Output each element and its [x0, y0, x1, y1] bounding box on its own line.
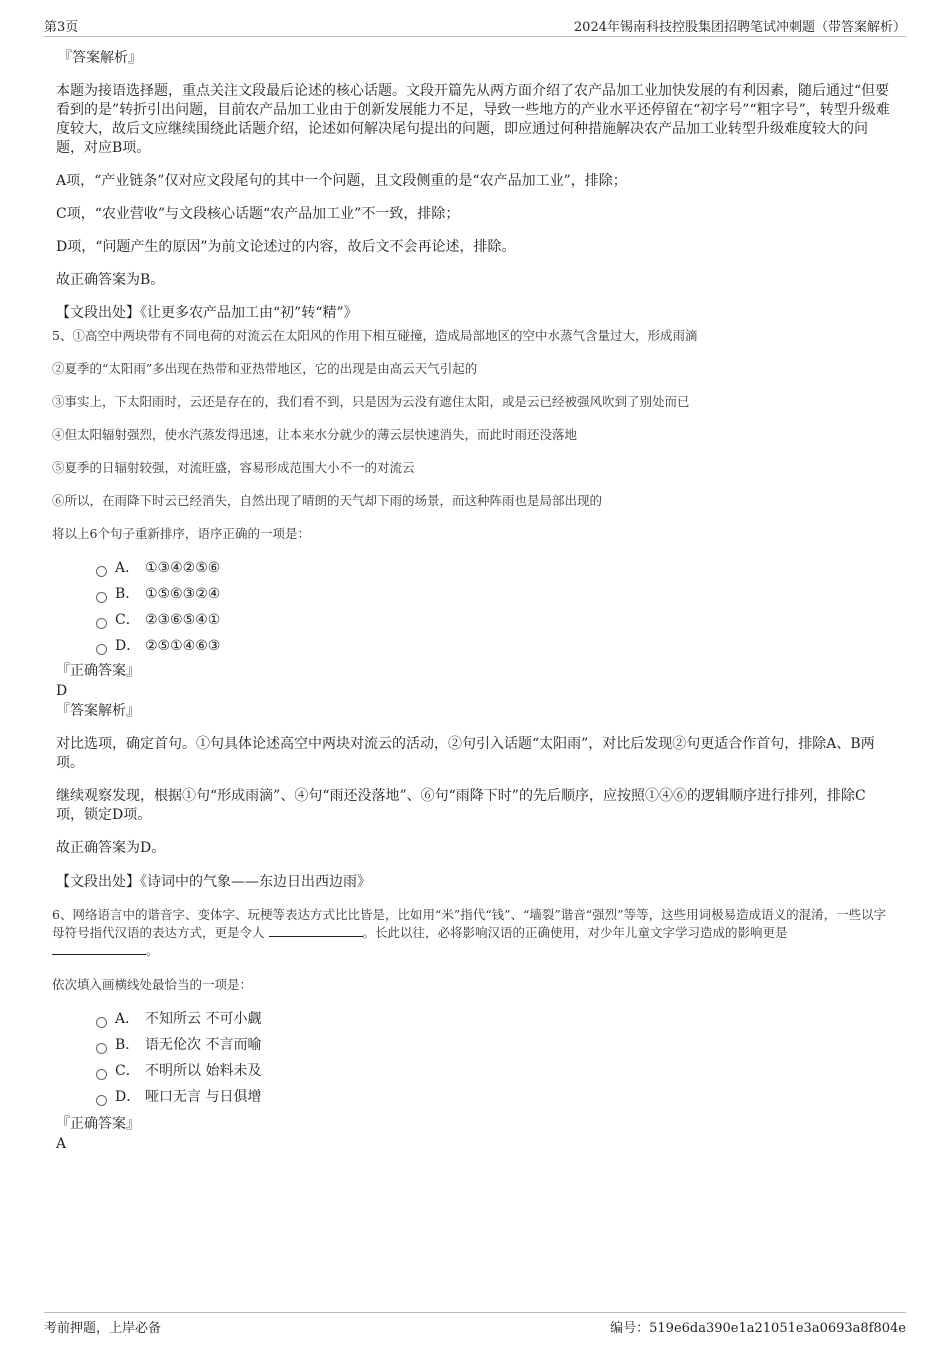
- radio-icon[interactable]: [96, 644, 107, 655]
- q5-analysis-p2: 继续观察发现，根据①句“形成雨滴”、④句“雨还没落地”、⑥句“雨降下时”的先后顺序，应按照①④⑥的逻辑顺序进行排列，排除C项，锁定D项。: [56, 788, 866, 823]
- radio-icon[interactable]: [96, 592, 107, 603]
- q5-answer-label: 『正确答案』: [56, 663, 140, 679]
- q5-sentence-3: ③事实上，下太阳雨时，云还是存在的，我们看不到，只是因为云没有遮住太阳，或是云已经被强风吹到了别处而已: [52, 394, 690, 409]
- q4-analysis-p1: 本题为接语选择题，重点关注文段最后论述的核心话题。文段开篇先从两方面介绍了农产品加工业加快发展的有利因素，随后通过“但要看到的是”转折引出问题，目前农产品加工业由于创新发展能力不足，导致一些地方的产业水平还停留在“初字号”“粗字号”，转型升级难度较大，故后文应继续围绕此话题介绍，论述如何解决尾句提出的问题，即应通过何种措施解决农产品加工业转型升级难度较大的问题，对应B项。: [56, 83, 890, 156]
- document-id: 编号：519e6da390e1a21051e3a0693a8f804e: [610, 1321, 906, 1336]
- radio-icon[interactable]: [96, 1095, 107, 1106]
- q5-sentence-5: ⑤夏季的日辐射较强，对流旺盛，容易形成范围大小不一的对流云: [52, 460, 415, 475]
- option-letter: A．: [115, 560, 140, 576]
- page-header: [44, 14, 906, 37]
- radio-icon[interactable]: [96, 1017, 107, 1028]
- q6-stem: [52, 906, 890, 960]
- q5-source: 【文段出处】《诗词中的气象——东边日出西边雨》: [56, 874, 371, 890]
- q4-analysis-label: 『答案解析』: [58, 50, 142, 66]
- q6-option-d[interactable]: [96, 1084, 890, 1110]
- q6-stem-part-2: 。长此以往，必将影响汉语的正确使用，对少年儿童文字学习造成的影响更是: [362, 925, 788, 940]
- page-content: [52, 48, 890, 1154]
- q5-sentence-1: 5、①高空中两块带有不同电荷的对流云在太阳风的作用下相互碰撞，造成局部地区的空中水蒸气含量过大，形成雨滴: [52, 328, 698, 343]
- q6-instruction: 依次填入画横线处最恰当的一项是：: [52, 977, 253, 992]
- option-text: ①③④②⑤⑥: [145, 560, 221, 576]
- q6-stem-part-3: 。: [146, 943, 159, 958]
- q5-analysis-p1: 对比选项，确定首句。①句具体论述高空中两块对流云的活动，②句引入话题“太阳雨”，对比后发现②句更适合作首句，排除A、B两项。: [56, 736, 875, 771]
- q6-answer-label: 『正确答案』: [56, 1116, 140, 1132]
- q4-analysis-p3: C项，“农业营收”与文段核心话题“农产品加工业”不一致，排除；: [56, 206, 460, 222]
- q5-analysis-label: 『答案解析』: [56, 703, 140, 719]
- q6-stem-part-1: 6、网络语言中的谐音字、变体字、玩梗等表达方式比比皆是，比如用“米”指代“钱”、“墙裂”谐音“强烈”等等，这些用词极易造成语义的混淆，一些以字母符号指代汉语的表达方式，更是令人: [52, 907, 887, 940]
- option-letter: C．: [115, 1063, 140, 1079]
- footer-slogan: 考前押题，上岸必备: [44, 1321, 162, 1336]
- option-text: 不知所云 不可小觑: [145, 1011, 262, 1027]
- option-text: ②⑤①④⑥③: [145, 638, 221, 654]
- q4-source: 【文段出处】《让更多农产品加工由“初”转“精”》: [56, 305, 358, 321]
- radio-icon[interactable]: [96, 566, 107, 577]
- q6-option-a[interactable]: [96, 1006, 890, 1032]
- option-text: 不明所以 始料未及: [145, 1063, 262, 1079]
- q5-answer: D: [56, 683, 68, 699]
- option-letter: D．: [115, 1089, 141, 1105]
- option-text: 哑口无言 与日俱增: [145, 1089, 262, 1105]
- q5-options: [96, 555, 890, 659]
- radio-icon[interactable]: [96, 618, 107, 629]
- option-letter: B．: [115, 586, 140, 602]
- option-text: ①⑤⑥③②④: [145, 586, 221, 602]
- option-text: ②③⑥⑤④①: [145, 612, 221, 628]
- option-letter: C．: [115, 612, 140, 628]
- q6-option-c[interactable]: [96, 1058, 890, 1084]
- page-number: 第3页: [44, 20, 79, 35]
- q4-analysis-p2: A项，“产业链条”仅对应文段尾句的其中一个问题，且文段侧重的是“农产品加工业”，排除；: [56, 173, 627, 189]
- option-letter: D．: [115, 638, 141, 654]
- q5-option-b[interactable]: [96, 581, 890, 607]
- document-title: 2024年锡南科技控股集团招聘笔试冲刺题（带答案解析）: [573, 20, 906, 35]
- q4-analysis-p4: D项，“问题产生的原因”为前文论述过的内容，故后文不会再论述，排除。: [56, 239, 516, 255]
- q6-answer: A: [56, 1136, 67, 1152]
- q6-options: [96, 1006, 890, 1110]
- q4-analysis-p5: 故正确答案为B。: [56, 272, 165, 288]
- radio-icon[interactable]: [96, 1069, 107, 1080]
- q5-option-c[interactable]: [96, 607, 890, 633]
- option-letter: B．: [115, 1037, 140, 1053]
- q5-option-a[interactable]: [96, 555, 890, 581]
- option-text: 语无伦次 不言而喻: [145, 1037, 262, 1053]
- q5-sentence-2: ②夏季的“太阳雨”多出现在热带和亚热带地区，它的出现是由高云天气引起的: [52, 361, 478, 376]
- q5-sentence-4: ④但太阳辐射强烈，使水汽蒸发得迅速，让本来水分就少的薄云层快速消失，而此时雨还没落地: [52, 427, 578, 442]
- q5-analysis-p3: 故正确答案为D。: [56, 840, 166, 856]
- page-footer: [44, 1312, 906, 1336]
- radio-icon[interactable]: [96, 1043, 107, 1054]
- q6-blank-2: [52, 942, 146, 955]
- q5-stem: 将以上6个句子重新排序，语序正确的一项是：: [52, 526, 310, 541]
- q6-blank-1: [269, 924, 363, 937]
- q5-sentence-6: ⑥所以，在雨降下时云已经消失，自然出现了晴朗的天气却下雨的场景，而这种阵雨也是局部出现的: [52, 493, 603, 508]
- q5-option-d[interactable]: [96, 633, 890, 659]
- q6-option-b[interactable]: [96, 1032, 890, 1058]
- option-letter: A．: [115, 1011, 140, 1027]
